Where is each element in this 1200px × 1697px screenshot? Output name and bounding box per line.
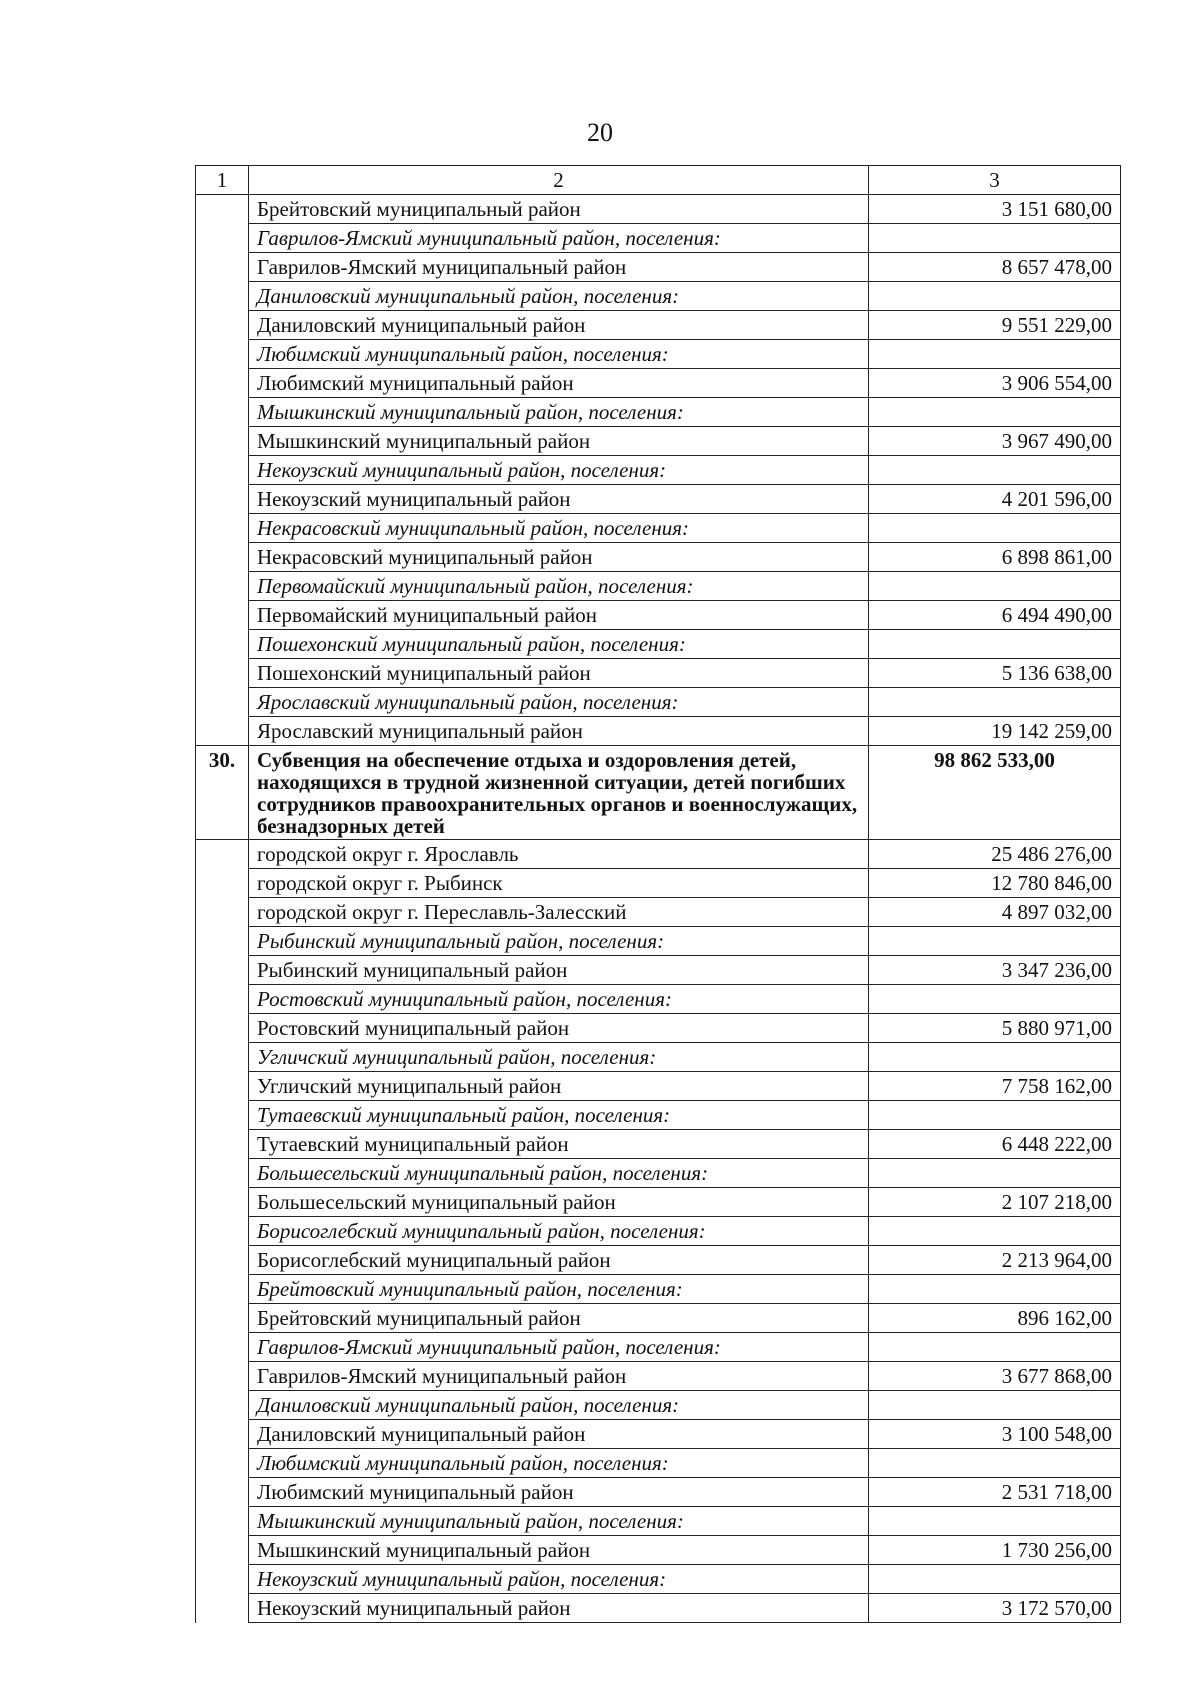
table-row — [196, 340, 1121, 369]
table-row — [196, 456, 1121, 485]
amount-cell: 3 906 554,00 — [869, 369, 1121, 398]
row-number-cell — [196, 1362, 249, 1391]
amount-cell: 12 780 846,00 — [869, 869, 1121, 898]
row-number-cell — [196, 456, 249, 485]
row-number-cell — [196, 717, 249, 746]
table-row — [196, 985, 1121, 1014]
amount-cell: 3 172 570,00 — [869, 1594, 1121, 1623]
amount-cell: 2 107 218,00 — [869, 1188, 1121, 1217]
row-number-cell — [196, 1217, 249, 1246]
table-row — [196, 659, 1121, 688]
row-number-cell — [196, 398, 249, 427]
name-cell: Некрасовский муниципальный район — [249, 543, 869, 572]
name-cell: Первомайский муниципальный район — [249, 601, 869, 630]
name-cell: Большесельский муниципальный район — [249, 1188, 869, 1217]
row-number-cell — [196, 659, 249, 688]
section-heading-cell: Гаврилов-Ямский муниципальный район, поселения: — [249, 1333, 869, 1362]
table-row — [196, 311, 1121, 340]
table-row — [196, 1101, 1121, 1130]
amount-cell: 5 136 638,00 — [869, 659, 1121, 688]
name-cell: Субвенция на обеспечение отдыха и оздоровления детей, находящихся в трудной жизненной ситуации, детей погибших сотрудников правоохранительных органов и военнослужащих, безнадзорных детей — [249, 746, 869, 840]
row-number-cell — [196, 282, 249, 311]
table-row — [196, 1304, 1121, 1333]
amount-cell — [869, 1391, 1121, 1420]
row-number-cell — [196, 1420, 249, 1449]
table-row — [196, 369, 1121, 398]
amount-cell — [869, 630, 1121, 659]
row-number-cell — [196, 601, 249, 630]
row-number-cell — [196, 253, 249, 282]
row-number-cell — [196, 1130, 249, 1159]
table-row — [196, 630, 1121, 659]
name-cell: Мышкинский муниципальный район — [249, 1536, 869, 1565]
section-heading-cell: Ростовский муниципальный район, поселения: — [249, 985, 869, 1014]
amount-cell: 4 201 596,00 — [869, 485, 1121, 514]
section-heading-cell: Мышкинский муниципальный район, поселения: — [249, 1507, 869, 1536]
table-row — [196, 1217, 1121, 1246]
section-heading-cell: Ярославский муниципальный район, поселения: — [249, 688, 869, 717]
name-cell: Брейтовский муниципальный район — [249, 195, 869, 224]
section-heading-cell: Даниловский муниципальный район, поселения: — [249, 282, 869, 311]
header-col-1: 1 — [196, 166, 249, 195]
budget-table — [195, 165, 1121, 1623]
amount-cell — [869, 688, 1121, 717]
table-row — [196, 572, 1121, 601]
amount-cell: 5 880 971,00 — [869, 1014, 1121, 1043]
row-number-cell — [196, 869, 249, 898]
row-number-cell — [196, 427, 249, 456]
table-row — [196, 1507, 1121, 1536]
table-row — [196, 956, 1121, 985]
name-cell: Гаврилов-Ямский муниципальный район — [249, 1362, 869, 1391]
row-number-cell — [196, 485, 249, 514]
table-row — [196, 282, 1121, 311]
amount-cell: 98 862 533,00 — [869, 746, 1121, 840]
amount-cell: 896 162,00 — [869, 1304, 1121, 1333]
amount-cell: 6 898 861,00 — [869, 543, 1121, 572]
section-heading-cell: Любимский муниципальный район, поселения: — [249, 1449, 869, 1478]
row-number-cell — [196, 543, 249, 572]
name-cell: городской округ г. Ярославль — [249, 840, 869, 869]
amount-cell: 3 100 548,00 — [869, 1420, 1121, 1449]
table-row — [196, 1246, 1121, 1275]
table-row — [196, 601, 1121, 630]
section-heading-cell: Угличский муниципальный район, поселения: — [249, 1043, 869, 1072]
amount-cell — [869, 1449, 1121, 1478]
amount-cell: 1 730 256,00 — [869, 1536, 1121, 1565]
amount-cell: 4 897 032,00 — [869, 898, 1121, 927]
amount-cell: 7 758 162,00 — [869, 1072, 1121, 1101]
table-row — [196, 253, 1121, 282]
amount-cell: 6 494 490,00 — [869, 601, 1121, 630]
table-body — [196, 166, 1121, 1623]
name-cell: Гаврилов-Ямский муниципальный район — [249, 253, 869, 282]
amount-cell: 3 677 868,00 — [869, 1362, 1121, 1391]
row-number-cell — [196, 1072, 249, 1101]
row-number-cell — [196, 1536, 249, 1565]
amount-cell — [869, 456, 1121, 485]
row-number-cell — [196, 1478, 249, 1507]
section-heading-cell: Гаврилов-Ямский муниципальный район, поселения: — [249, 224, 869, 253]
amount-cell: 6 448 222,00 — [869, 1130, 1121, 1159]
amount-cell: 3 967 490,00 — [869, 427, 1121, 456]
name-cell: Любимский муниципальный район — [249, 1478, 869, 1507]
row-number-cell — [196, 956, 249, 985]
table-header-row — [196, 166, 1121, 195]
table-row — [196, 195, 1121, 224]
amount-cell — [869, 1565, 1121, 1594]
section-heading-cell: Рыбинский муниципальный район, поселения: — [249, 927, 869, 956]
amount-cell: 9 551 229,00 — [869, 311, 1121, 340]
table-row — [196, 1159, 1121, 1188]
row-number-cell — [196, 340, 249, 369]
row-number-cell — [196, 1275, 249, 1304]
table-row — [196, 224, 1121, 253]
amount-cell — [869, 1043, 1121, 1072]
row-number-cell — [196, 1043, 249, 1072]
name-cell: Рыбинский муниципальный район — [249, 956, 869, 985]
name-cell: Даниловский муниципальный район — [249, 311, 869, 340]
name-cell: Некоузский муниципальный район — [249, 1594, 869, 1623]
amount-cell — [869, 927, 1121, 956]
table-row — [196, 1014, 1121, 1043]
amount-cell — [869, 224, 1121, 253]
row-number-cell — [196, 1304, 249, 1333]
section-heading-cell: Борисоглебский муниципальный район, поселения: — [249, 1217, 869, 1246]
header-col-3: 3 — [869, 166, 1121, 195]
table-row — [196, 1333, 1121, 1362]
name-cell: городской округ г. Рыбинск — [249, 869, 869, 898]
amount-cell — [869, 340, 1121, 369]
name-cell: Борисоглебский муниципальный район — [249, 1246, 869, 1275]
table-row — [196, 485, 1121, 514]
amount-cell — [869, 1101, 1121, 1130]
name-cell: Даниловский муниципальный район — [249, 1420, 869, 1449]
table-row — [196, 1188, 1121, 1217]
amount-cell — [869, 1275, 1121, 1304]
table-row — [196, 1391, 1121, 1420]
row-number-cell — [196, 1101, 249, 1130]
name-cell: Угличский муниципальный район — [249, 1072, 869, 1101]
row-number-cell — [196, 898, 249, 927]
table-row — [196, 427, 1121, 456]
table-row — [196, 1072, 1121, 1101]
amount-cell: 3 347 236,00 — [869, 956, 1121, 985]
row-number-cell — [196, 369, 249, 398]
table-row — [196, 1362, 1121, 1391]
row-number-cell — [196, 572, 249, 601]
row-number-cell — [196, 1188, 249, 1217]
amount-cell — [869, 398, 1121, 427]
amount-cell — [869, 985, 1121, 1014]
amount-cell — [869, 572, 1121, 601]
amount-cell: 2 531 718,00 — [869, 1478, 1121, 1507]
section-heading-cell: Большесельский муниципальный район, поселения: — [249, 1159, 869, 1188]
table-row — [196, 398, 1121, 427]
section-heading-cell: Некоузский муниципальный район, поселения: — [249, 1565, 869, 1594]
row-number-cell — [196, 1014, 249, 1043]
row-number-cell — [196, 514, 249, 543]
row-number-cell — [196, 927, 249, 956]
table-row — [196, 1420, 1121, 1449]
name-cell: Пошехонский муниципальный район — [249, 659, 869, 688]
row-number-cell — [196, 1507, 249, 1536]
amount-cell: 19 142 259,00 — [869, 717, 1121, 746]
section-heading-cell: Любимский муниципальный район, поселения: — [249, 340, 869, 369]
section-heading-cell: Пошехонский муниципальный район, поселения: — [249, 630, 869, 659]
section-heading-cell: Брейтовский муниципальный район, поселения: — [249, 1275, 869, 1304]
table-row — [196, 688, 1121, 717]
table-row — [196, 898, 1121, 927]
row-number-cell — [196, 1246, 249, 1275]
section-heading-cell: Первомайский муниципальный район, поселения: — [249, 572, 869, 601]
name-cell: Тутаевский муниципальный район — [249, 1130, 869, 1159]
amount-cell — [869, 282, 1121, 311]
table-row — [196, 1043, 1121, 1072]
table-row — [196, 1536, 1121, 1565]
table-row — [196, 746, 1121, 840]
name-cell: Мышкинский муниципальный район — [249, 427, 869, 456]
row-number-cell — [196, 985, 249, 1014]
table-row — [196, 1130, 1121, 1159]
name-cell: Любимский муниципальный район — [249, 369, 869, 398]
row-number-cell — [196, 311, 249, 340]
table-row — [196, 1565, 1121, 1594]
row-number-cell — [196, 688, 249, 717]
table-row — [196, 1478, 1121, 1507]
table-row — [196, 869, 1121, 898]
section-heading-cell: Некрасовский муниципальный район, поселения: — [249, 514, 869, 543]
section-heading-cell: Даниловский муниципальный район, поселения: — [249, 1391, 869, 1420]
table-row — [196, 1275, 1121, 1304]
section-heading-cell: Некоузский муниципальный район, поселения: — [249, 456, 869, 485]
table-row — [196, 1594, 1121, 1623]
name-cell: Ростовский муниципальный район — [249, 1014, 869, 1043]
table-row — [196, 927, 1121, 956]
row-number-cell — [196, 1449, 249, 1478]
table-row — [196, 543, 1121, 572]
amount-cell: 2 213 964,00 — [869, 1246, 1121, 1275]
row-number-cell — [196, 1159, 249, 1188]
amount-cell — [869, 1507, 1121, 1536]
amount-cell: 8 657 478,00 — [869, 253, 1121, 282]
section-heading-cell: Мышкинский муниципальный район, поселения: — [249, 398, 869, 427]
table-row — [196, 1449, 1121, 1478]
row-number-cell — [196, 630, 249, 659]
name-cell: городской округ г. Переславль-Залесский — [249, 898, 869, 927]
row-number-cell — [196, 840, 249, 869]
row-number-cell — [196, 1565, 249, 1594]
amount-cell — [869, 1333, 1121, 1362]
amount-cell — [869, 514, 1121, 543]
header-col-2: 2 — [249, 166, 869, 195]
name-cell: Ярославский муниципальный район — [249, 717, 869, 746]
row-number-cell — [196, 1594, 249, 1623]
section-heading-cell: Тутаевский муниципальный район, поселения: — [249, 1101, 869, 1130]
name-cell: Брейтовский муниципальный район — [249, 1304, 869, 1333]
table-row — [196, 840, 1121, 869]
page-number: 20 — [587, 118, 613, 147]
table-row — [196, 717, 1121, 746]
amount-cell: 3 151 680,00 — [869, 195, 1121, 224]
name-cell: Некоузский муниципальный район — [249, 485, 869, 514]
amount-cell: 25 486 276,00 — [869, 840, 1121, 869]
row-number-cell: 30. — [196, 746, 249, 840]
row-number-cell — [196, 224, 249, 253]
amount-cell — [869, 1217, 1121, 1246]
table-row — [196, 514, 1121, 543]
row-number-cell — [196, 1391, 249, 1420]
amount-cell — [869, 1159, 1121, 1188]
row-number-cell — [196, 1333, 249, 1362]
row-number-cell — [196, 195, 249, 224]
